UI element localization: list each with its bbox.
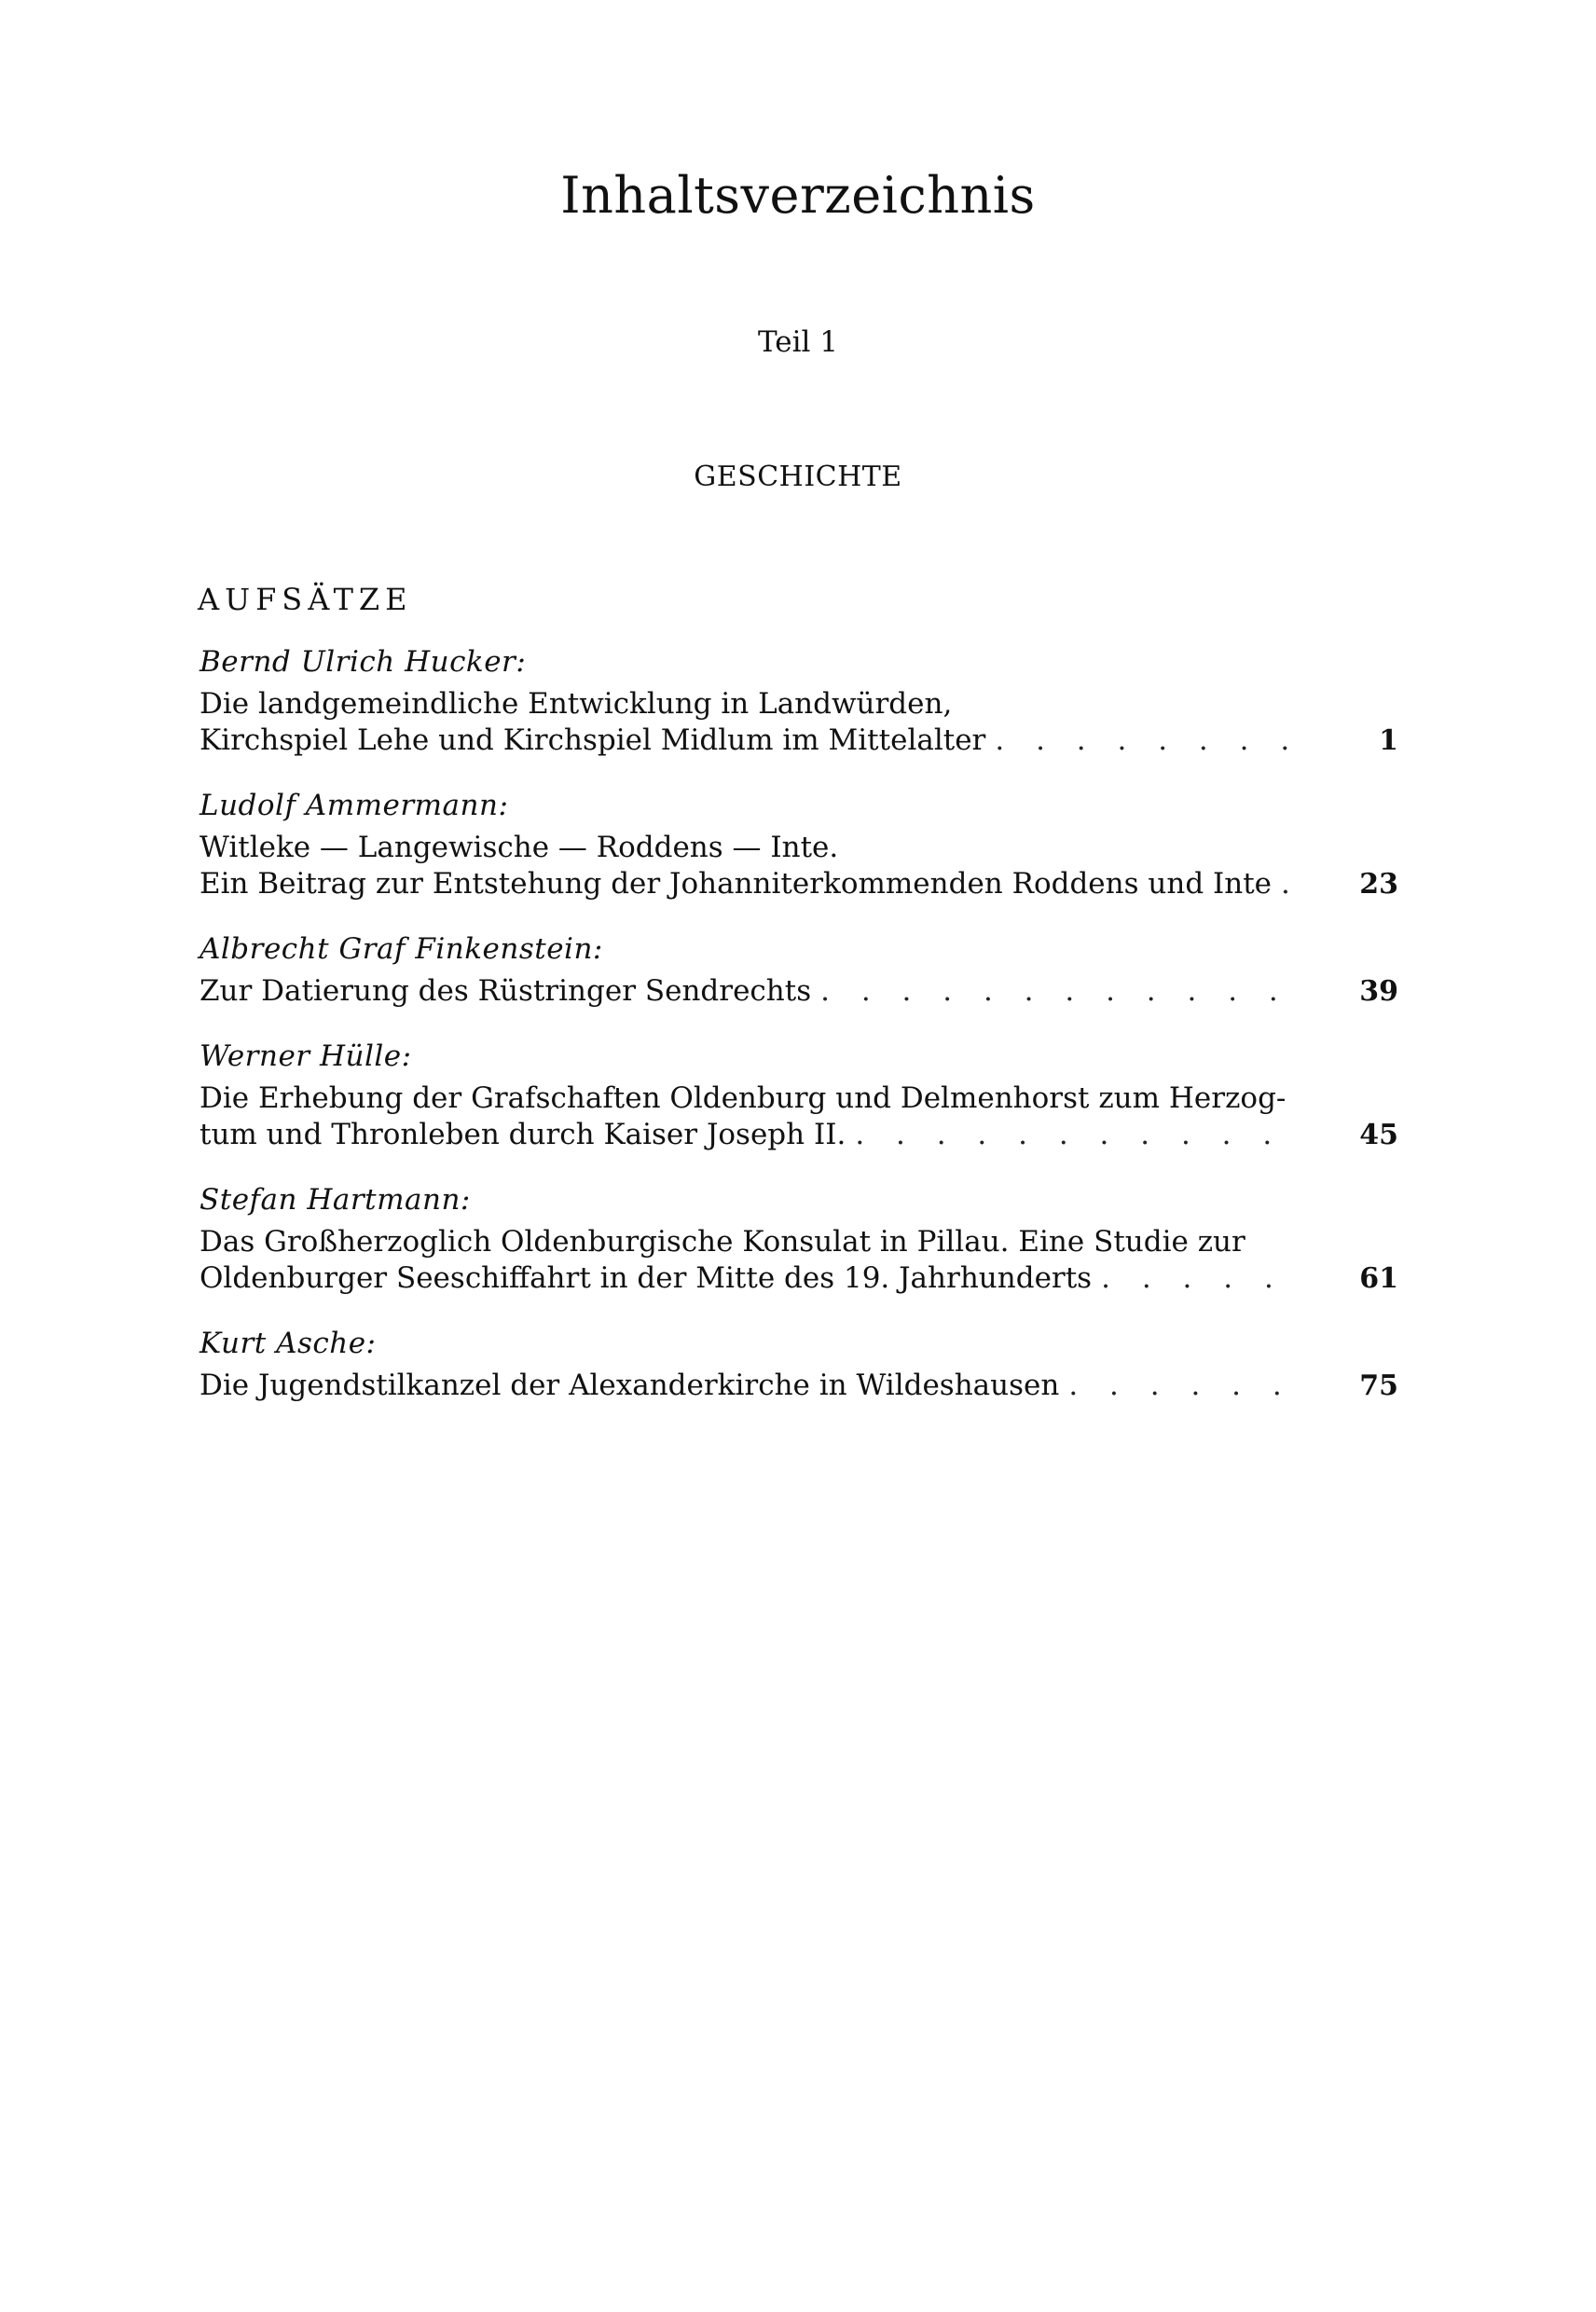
toc-entry <box>200 1036 1398 1153</box>
dot-leader <box>1068 1368 1298 1404</box>
toc-entry <box>200 1323 1398 1404</box>
table-of-contents <box>200 641 1398 1430</box>
entry-page-number: 23 <box>1359 868 1398 901</box>
entry-page-number: 1 <box>1379 724 1398 757</box>
dot-leader <box>855 1117 1298 1153</box>
toc-entry <box>200 785 1398 902</box>
entry-title-line: Zur Datierung des Rüstringer Sendrechts <box>200 974 812 1008</box>
entry-title-line: Das Großherzoglich Oldenburgische Konsulat in Pillau. Eine Studie zur <box>200 1225 1245 1259</box>
toc-entry <box>200 929 1398 1010</box>
entry-page-number: 39 <box>1359 975 1398 1008</box>
entry-last-line <box>200 866 1398 902</box>
dot-leader <box>820 973 1298 1010</box>
part-label: Teil 1 <box>757 325 839 359</box>
entry-author: Kurt Asche: <box>200 1327 377 1360</box>
entry-title-line: Kirchspiel Lehe und Kirchspiel Midlum im Mittelalter <box>200 723 986 757</box>
page-title: Inhaltsverzeichnis <box>560 166 1036 225</box>
dot-leader <box>1101 1260 1298 1297</box>
entry-author: Ludolf Ammermann: <box>200 789 509 822</box>
entry-last-line <box>200 722 1398 759</box>
entry-page-number: 45 <box>1359 1119 1398 1151</box>
entry-title-line: Ein Beitrag zur Entstehung der Johanniterkommenden Roddens und Inte <box>200 867 1273 901</box>
entry-page-number: 61 <box>1359 1262 1398 1295</box>
entry-author: Werner Hülle: <box>200 1039 412 1073</box>
subsection-label: AUFSÄTZE <box>198 582 413 617</box>
dot-leader <box>995 722 1298 759</box>
entry-title-line: Oldenburger Seeschiffahrt in der Mitte des 19. Jahrhunderts <box>200 1261 1093 1295</box>
toc-entry <box>200 1179 1398 1297</box>
entry-author: Stefan Hartmann: <box>200 1183 471 1217</box>
entry-author: Albrecht Graf Finkenstein: <box>200 932 603 966</box>
entry-title-line: Die Erhebung der Grafschaften Oldenburg und Delmenhorst zum Herzog- <box>200 1081 1286 1115</box>
entry-title-line: Witleke — Langewische — Roddens — Inte. <box>200 831 839 864</box>
dot-leader <box>1281 866 1298 902</box>
entry-title-line: Die Jugendstilkanzel der Alexanderkirche in Wildeshausen <box>200 1369 1060 1402</box>
entry-last-line <box>200 973 1398 1010</box>
entry-page-number: 75 <box>1359 1369 1398 1402</box>
entry-last-line <box>200 1368 1398 1404</box>
section-label: GESCHICHTE <box>694 461 902 493</box>
entry-title-line: tum und Thronleben durch Kaiser Joseph II. <box>200 1118 846 1151</box>
entry-last-line <box>200 1117 1398 1153</box>
entry-author: Bernd Ulrich Hucker: <box>200 645 527 679</box>
entry-last-line <box>200 1260 1398 1297</box>
toc-entry <box>200 641 1398 759</box>
entry-title-line: Die landgemeindliche Entwicklung in Landwürden, <box>200 687 953 721</box>
